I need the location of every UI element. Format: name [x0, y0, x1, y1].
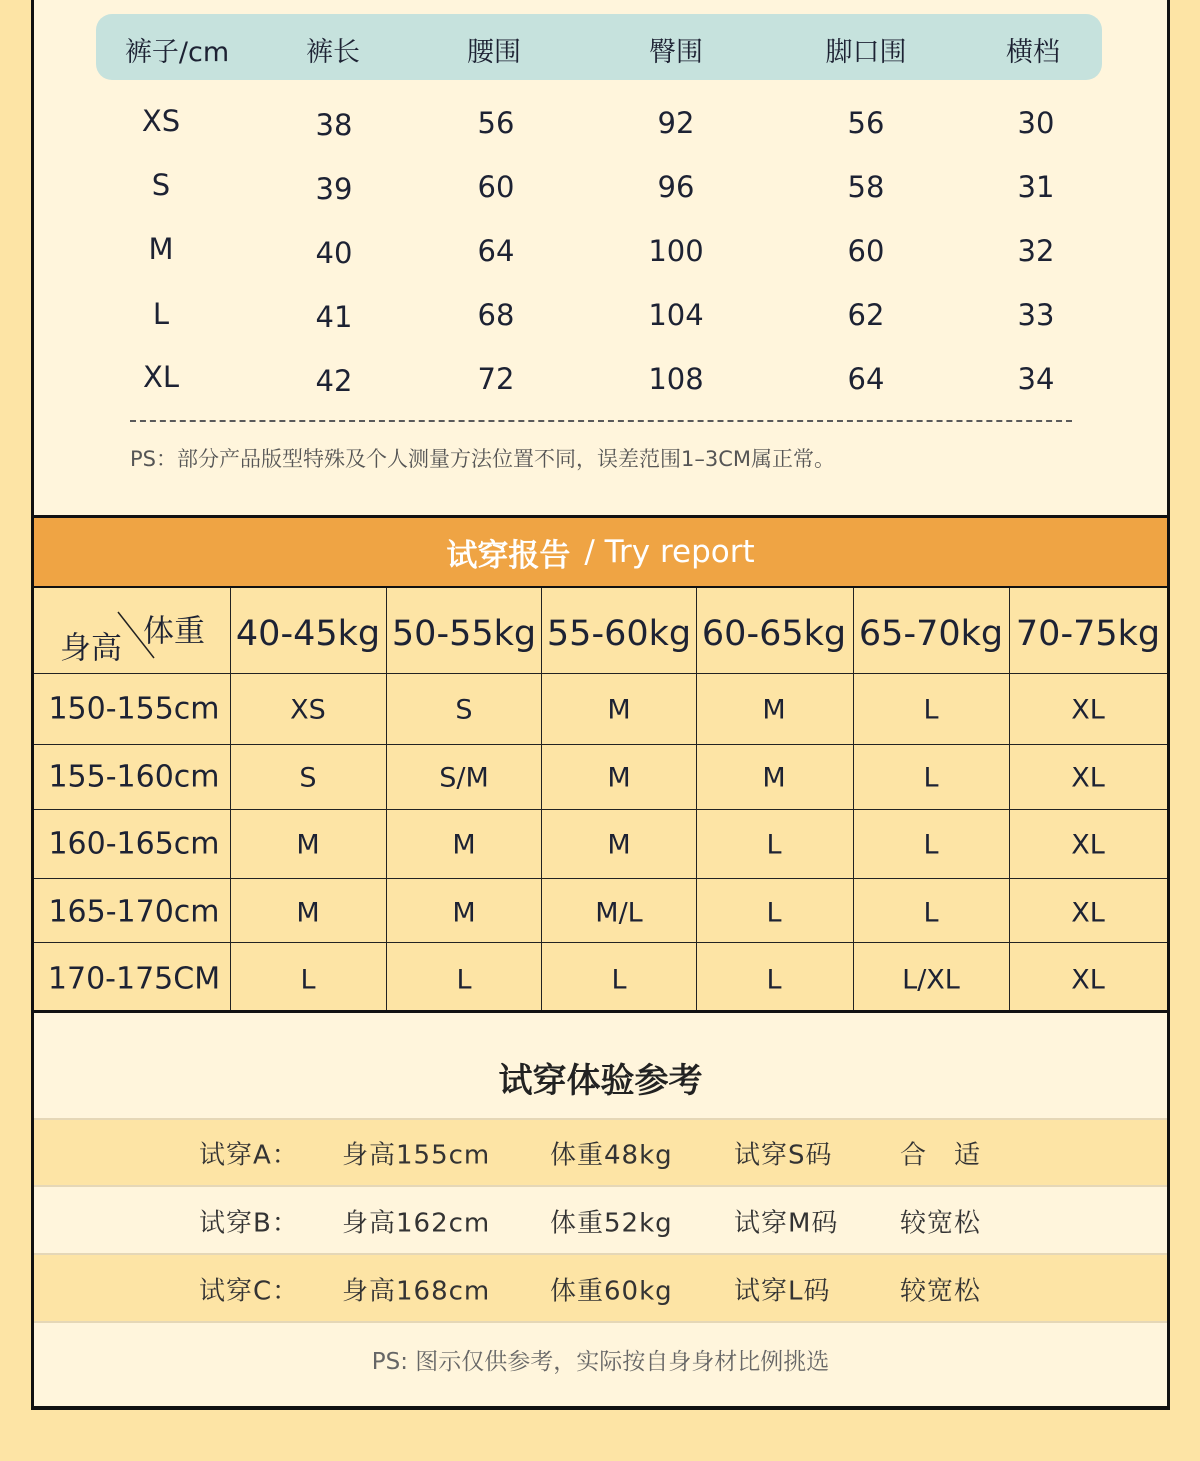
- size-value: 58: [847, 170, 885, 204]
- fitting-row-a: [34, 1118, 1167, 1186]
- size-value: 31: [1017, 170, 1055, 204]
- weight-header: 50-55kg: [391, 614, 537, 654]
- reference-note: PS: 图示仅供参考，实际按自身身材比例挑选: [371, 1349, 830, 1375]
- size-value: 56: [847, 106, 885, 140]
- size-recommendation: M: [607, 694, 631, 726]
- tester-label: 试穿B：: [199, 1208, 299, 1238]
- size-recommendation: M: [452, 897, 476, 929]
- size-recommendation: L: [456, 964, 472, 996]
- height-label: 165-170cm: [48, 894, 220, 930]
- grid-divider: [541, 588, 542, 1010]
- size-value: 34: [1017, 362, 1055, 396]
- height-label: 155-160cm: [48, 759, 220, 795]
- tester-fit: 较宽松: [900, 1276, 982, 1307]
- grid-divider: [34, 744, 1167, 745]
- size-value: 92: [657, 106, 695, 140]
- weight-header: 55-60kg: [546, 614, 692, 654]
- tester-fit: 合 适: [900, 1140, 982, 1171]
- size-value: 108: [648, 362, 704, 396]
- weight-header: 65-70kg: [858, 614, 1004, 654]
- size-value: 56: [477, 106, 515, 140]
- grid-divider: [230, 588, 231, 1010]
- tester-label: 试穿C：: [199, 1276, 300, 1307]
- height-label: 170-175CM: [47, 961, 221, 997]
- tester-weight: 体重52kg: [550, 1208, 673, 1238]
- height-label: 150-155cm: [48, 691, 220, 727]
- size-label: M: [148, 232, 174, 266]
- size-recommendation: M: [296, 897, 320, 929]
- size-recommendation: XL: [1071, 897, 1105, 929]
- size-recommendation: S/M: [439, 762, 489, 794]
- size-recommendation: L: [923, 897, 939, 929]
- size-recommendation: S: [299, 762, 317, 794]
- size-recommendation: M: [762, 762, 786, 794]
- tester-height: 身高168cm: [342, 1276, 491, 1307]
- size-value: 68: [477, 298, 515, 332]
- size-recommendation: XS: [290, 694, 326, 726]
- grid-divider: [34, 673, 1167, 674]
- grid-divider: [34, 809, 1167, 810]
- height-label: 160-165cm: [48, 826, 220, 862]
- tester-label: 试穿A：: [199, 1140, 299, 1171]
- size-recommendation: M: [607, 762, 631, 794]
- grid-divider: [34, 942, 1167, 943]
- size-label: XL: [142, 360, 180, 394]
- size-value: 72: [477, 362, 515, 396]
- corner-weight-label: 体重: [143, 613, 205, 650]
- size-recommendation: XL: [1071, 762, 1105, 794]
- fitting-row-c: [34, 1253, 1167, 1323]
- size-guide-card: [31, 0, 1170, 1410]
- tester-weight: 体重60kg: [550, 1276, 673, 1307]
- size-value: 60: [477, 170, 515, 204]
- header-waist: 腰围: [467, 37, 521, 68]
- size-label: S: [151, 168, 171, 202]
- size-recommendation: L: [300, 964, 316, 996]
- size-value: 64: [847, 362, 885, 396]
- header-crotch: 横档: [1006, 37, 1060, 68]
- size-recommendation: L: [923, 762, 939, 794]
- tester-size: 试穿M码: [734, 1208, 839, 1238]
- grid-divider: [34, 878, 1167, 879]
- size-value: 60: [847, 234, 885, 268]
- size-value: 40: [315, 236, 353, 270]
- header-pants-cm: 裤子/cm: [124, 37, 230, 68]
- size-recommendation: M: [762, 694, 786, 726]
- fitting-experience-section: [34, 1010, 1167, 1406]
- size-value: 32: [1017, 234, 1055, 268]
- tester-height: 身高155cm: [342, 1140, 491, 1171]
- size-value: 62: [847, 298, 885, 332]
- tester-weight: 体重48kg: [550, 1140, 673, 1171]
- try-report-title: 试穿报告: [446, 537, 571, 574]
- tester-size: 试穿L码: [734, 1276, 831, 1307]
- header-hip: 臀围: [649, 37, 703, 68]
- size-value: 104: [648, 298, 704, 332]
- dashed-divider: [130, 420, 1072, 422]
- grid-divider: [853, 588, 854, 1010]
- weight-header: 60-65kg: [701, 614, 847, 654]
- size-label: XS: [141, 104, 181, 138]
- size-recommendation: M: [296, 829, 320, 861]
- fitting-divider: [34, 1321, 1167, 1323]
- size-recommendation: XL: [1071, 964, 1105, 996]
- size-recommendation: L: [766, 829, 782, 861]
- size-recommendation: M/L: [595, 897, 643, 929]
- fitting-row-b: [34, 1185, 1167, 1254]
- size-value: 100: [648, 234, 704, 268]
- size-value: 30: [1017, 106, 1055, 140]
- tester-fit: 较宽松: [900, 1208, 982, 1238]
- weight-header: 40-45kg: [235, 614, 381, 654]
- tester-size: 试穿S码: [734, 1140, 833, 1171]
- size-value: 39: [315, 172, 353, 206]
- size-recommendation: XL: [1071, 829, 1105, 861]
- size-recommendation: M: [607, 829, 631, 861]
- measurement-note: PS：部分产品版型特殊及个人测量方法位置不同，误差范围1–3CM属正常。: [130, 447, 835, 471]
- try-report-table: [34, 588, 1167, 1010]
- size-recommendation: M: [452, 829, 476, 861]
- size-value: 38: [315, 108, 353, 142]
- size-recommendation: XL: [1071, 694, 1105, 726]
- grid-divider: [1009, 588, 1010, 1010]
- try-report-subtitle: / Try report: [584, 534, 755, 570]
- size-value: 33: [1017, 298, 1055, 332]
- size-value: 41: [315, 300, 353, 334]
- size-recommendation: L: [766, 964, 782, 996]
- try-report-banner: [34, 515, 1167, 588]
- header-hem: 脚口围: [825, 37, 907, 68]
- size-chart-header: [96, 14, 1102, 80]
- size-value: 64: [477, 234, 515, 268]
- grid-divider: [696, 588, 697, 1010]
- size-recommendation: L: [923, 829, 939, 861]
- tester-height: 身高162cm: [342, 1208, 491, 1238]
- size-recommendation: S: [455, 694, 473, 726]
- weight-header: 70-75kg: [1015, 614, 1161, 654]
- size-value: 42: [315, 364, 353, 398]
- corner-height-label: 身高: [60, 630, 122, 667]
- pants-size-chart: [34, 0, 1167, 515]
- size-recommendation: L/XL: [902, 964, 960, 996]
- fitting-experience-title: 试穿体验参考: [498, 1061, 703, 1101]
- size-value: 96: [657, 170, 695, 204]
- header-length: 裤长: [306, 37, 360, 68]
- size-recommendation: L: [766, 897, 782, 929]
- size-recommendation: L: [923, 694, 939, 726]
- size-label: L: [152, 297, 170, 331]
- grid-divider: [386, 588, 387, 1010]
- size-recommendation: L: [611, 964, 627, 996]
